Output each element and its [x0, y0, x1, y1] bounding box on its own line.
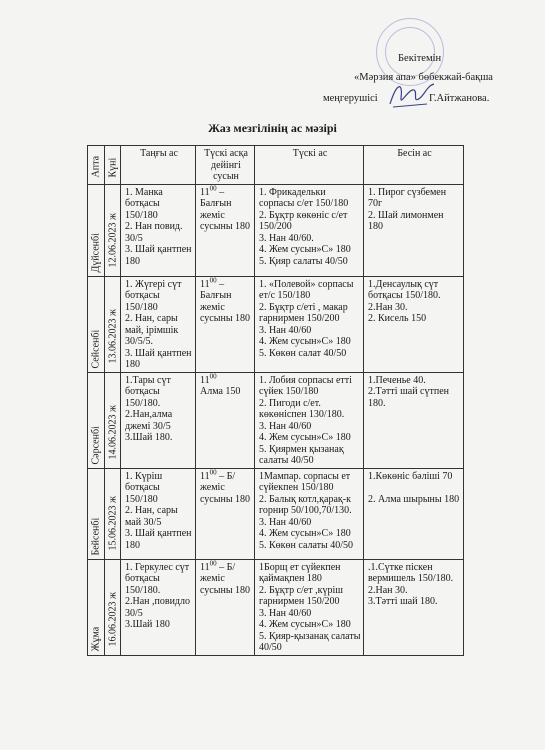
table-row [88, 468, 464, 559]
menu-item: 2. Алма шырыны 180 [368, 493, 460, 505]
tea-cell [364, 276, 464, 372]
weekday-cell [88, 372, 105, 468]
snack-time-minutes: 00 [209, 468, 217, 477]
snack-time-minutes: 00 [209, 276, 217, 285]
header-day: Күні [105, 146, 121, 185]
weekday-cell [88, 276, 105, 372]
menu-item: 2. Шай лимонмен 180 [368, 209, 444, 232]
menu-item: 4. Жем сусын»С» 180 [259, 528, 351, 539]
snack-text: – Балғын жеміс сусыны 180 [200, 278, 251, 324]
menu-item: 1. Манка ботқасы 150/180 [125, 186, 163, 221]
approval-line-org: «Мәрзия апа» бөбекжай-бақша [354, 72, 493, 83]
snack-time: 11 [200, 374, 210, 386]
date-cell [105, 468, 121, 559]
menu-item: 3. Нан 40/60. [259, 232, 314, 244]
menu-item: 5. Көкөн салат 40/50 [259, 347, 347, 359]
menu-item: 1. Күріш ботқасы 150/180 [125, 470, 163, 505]
menu-table [87, 145, 464, 656]
menu-item: 1Борщ ет сүйекпен қаймақпен 180 [259, 561, 341, 584]
menu-item: 3. Нан 40/60 [259, 516, 312, 528]
header-lunch: Түскі ас [255, 146, 364, 185]
approval-line-approve: Бекітемін [398, 53, 442, 64]
menu-item: 4. Жем сусын»С» 180 [259, 336, 351, 347]
tea-cell [364, 372, 464, 468]
menu-item: 1. Геркулес сүт ботқасы 150/180. [125, 561, 190, 596]
lunch-cell [255, 184, 364, 276]
header-week: Апта [88, 146, 105, 185]
breakfast-cell [121, 468, 196, 559]
lunch-cell [255, 276, 364, 372]
weekday-cell [88, 559, 105, 655]
snack-text: – Б/жеміс сусыны 180 [200, 470, 251, 505]
date-cell [105, 559, 121, 655]
header-tea: Бесін ас [364, 146, 464, 185]
date-label: 15.06.2023 ж [106, 496, 118, 551]
snack-time: 11 [200, 278, 210, 290]
snack-text: – Б/жеміс сусыны 180 [200, 561, 251, 596]
page-title: Жаз мезгілінің ас мәзірі [208, 121, 337, 135]
date-cell [105, 372, 121, 468]
snack-time-minutes: 00 [209, 372, 217, 381]
date-label: 13.06.2023 ж [106, 309, 118, 364]
weekday-label: Жұма [90, 626, 102, 652]
menu-item: 1. Жүгері сүт ботқасы 150/180 [125, 278, 182, 313]
menu-item: 3. Шай қантпен 180 [125, 528, 192, 551]
menu-item: 3. Нан 40/60 [259, 420, 312, 432]
menu-item: 2.Нан,алма джемі 30/5 [125, 409, 173, 432]
menu-item: 3. Шай қантпен 180 [125, 347, 192, 370]
snack-text: Алма 150 [200, 386, 241, 397]
date-cell [105, 276, 121, 372]
menu-item: 3.Шай 180 [125, 619, 170, 630]
table-row [88, 184, 464, 276]
menu-item: 2. Бұқтр с/еті , макар гарнирмен 150/200 [259, 301, 348, 324]
lunch-cell [255, 372, 364, 468]
date-label: 14.06.2023 ж [106, 405, 118, 460]
lunch-cell [255, 468, 364, 559]
weekday-label: Сейсенбі [90, 329, 102, 369]
menu-item: 3. Нан 40/60 [259, 324, 312, 336]
menu-item: 2. Бұқтр с/ет ,күріш гарнирмен 150/200 [259, 584, 343, 607]
menu-item: 3. Нан 40/60 [259, 607, 312, 619]
menu-item: 1. «Полевой» сорпасы ет/с 150/180 [259, 278, 354, 301]
table-row [88, 559, 464, 655]
snack-cell [196, 372, 255, 468]
snack-cell [196, 184, 255, 276]
weekday-cell [88, 468, 105, 559]
menu-item: 2.Нан ,повидло 30/5 [125, 596, 191, 619]
menu-item: 1. Лобия сорпасы етті сүйек 150/180 [259, 374, 352, 397]
breakfast-cell [121, 276, 196, 372]
table-row [88, 276, 464, 372]
approval-block [0, 0, 545, 120]
weekday-label: Дүйсенбі [90, 233, 102, 273]
menu-item: 5. Қияр-қызанақ салаты 40/50 [259, 630, 361, 653]
menu-item: 2. Нан повид. 30/5 [125, 221, 183, 244]
menu-item: 5. Қияр салаты 40/50 [259, 255, 348, 267]
menu-item: 2.Нан 30. [368, 301, 408, 313]
menu-item: 1.Көкөніс бәліші 70 [368, 470, 453, 482]
snack-time: 11 [200, 561, 210, 573]
approval-line-name: Г.Айтжанова. [429, 93, 490, 104]
breakfast-cell [121, 372, 196, 468]
menu-item: 2. Пигоди с/ет. көкөніспен 130/180. [259, 397, 345, 420]
snack-time-minutes: 00 [209, 559, 217, 568]
menu-item: .1.Сүтке піскен вермишель 150/180. [368, 561, 454, 584]
menu-item: 4. Жем сусын»С» 180 [259, 619, 351, 630]
menu-item: 3. Шай қантпен 180 [125, 244, 192, 267]
date-label: 12.06.2023 ж [106, 213, 118, 268]
menu-item: 3.Шай 180. [125, 432, 173, 443]
snack-time: 11 [200, 186, 210, 198]
tea-cell [364, 184, 464, 276]
snack-time-minutes: 00 [209, 184, 217, 193]
menu-item: 2. Кисель 150 [368, 313, 427, 324]
header-row [88, 146, 464, 185]
approval-line-position: меңгерушісі [323, 93, 378, 104]
tea-cell [364, 468, 464, 559]
menu-item: 5. Көкөн салаты 40/50 [259, 539, 354, 551]
menu-item: 2. Балық котл,қарақ-к горнир 50/100,70/130. [259, 493, 352, 516]
snack-cell [196, 559, 255, 655]
header-breakfast: Таңғы ас [121, 146, 196, 185]
weekday-cell [88, 184, 105, 276]
snack-cell [196, 276, 255, 372]
menu-item: 1. Фрикадельки сорпасы с/ет 150/180 [259, 186, 349, 209]
menu-item: 3.Тәтті шай 180. [368, 596, 438, 607]
tea-cell [364, 559, 464, 655]
menu-item: 1.Денсаулық сүт ботқасы 150/180. [368, 278, 441, 301]
snack-time: 11 [200, 470, 210, 482]
menu-item: 2.Нан 30. [368, 584, 408, 596]
menu-item: 1Мампар. сорпасы ет сүйекпен 150/180 [259, 470, 351, 493]
menu-item [368, 482, 461, 494]
menu-item: 2. Нан, сары май, ірімшік 30/5/5. [125, 313, 179, 347]
date-label: 16.06.2023 ж [106, 592, 118, 647]
menu-item: 4. Жем сусын»С» 180 [259, 432, 351, 443]
menu-item: 1.Тары сүт ботқасы 150/180. [125, 374, 171, 409]
weekday-label: Бейсенбі [90, 517, 102, 556]
menu-item: 5. Қиярмен қызанақ салаты 40/50 [259, 443, 344, 466]
menu-item: 2.Тәтті шай сүтпен 180. [368, 386, 450, 409]
menu-item: 1. Пирог сүзбемен 70г [368, 186, 447, 209]
snack-text: – Балғын жеміс сусыны 180 [200, 186, 251, 232]
breakfast-cell [121, 559, 196, 655]
menu-item: 1.Печенье 40. [368, 374, 426, 386]
snack-cell [196, 468, 255, 559]
weekday-label: Сәрсенбі [90, 426, 102, 465]
menu-item: 4. Жем сусын»С» 180 [259, 244, 351, 255]
date-cell [105, 184, 121, 276]
breakfast-cell [121, 184, 196, 276]
table-row [88, 372, 464, 468]
menu-item: 2. Нан, сары май 30/5 [125, 505, 178, 528]
header-snack: Түскі асқа дейінгі сусын [196, 146, 255, 185]
menu-item: 2. Бұқтр көкөніс с/ет 150/200 [259, 209, 348, 232]
lunch-cell [255, 559, 364, 655]
